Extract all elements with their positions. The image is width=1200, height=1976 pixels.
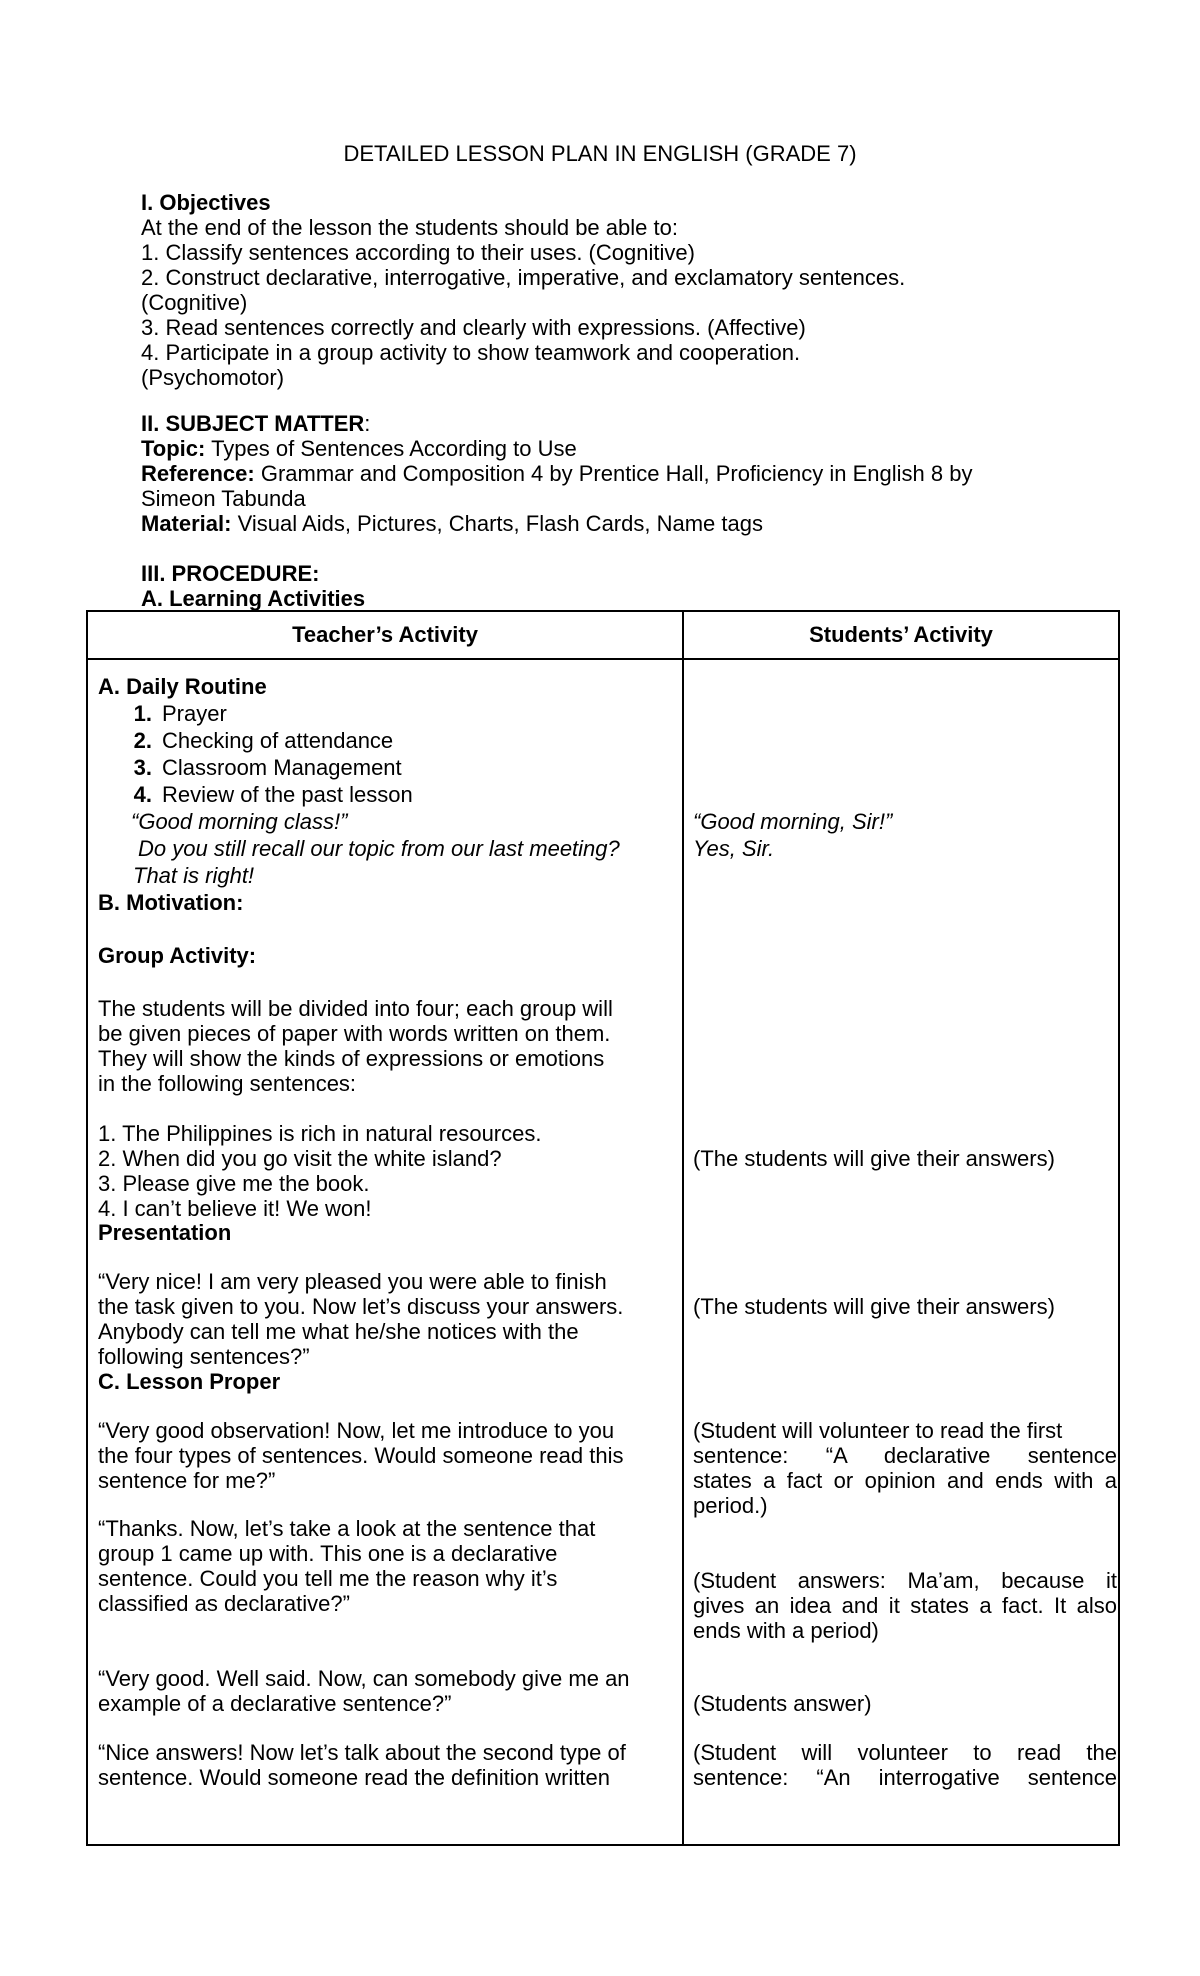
students-activity-header: Students’ Activity	[683, 611, 1119, 659]
objective-item: 2. Construct declarative, interrogative, imperative, and exclamatory sentences.	[141, 265, 906, 290]
lesson-proper-text-4: “Nice answers! Now let’s talk about the second type of sentence. Would someone read the definition written	[98, 1740, 626, 1790]
table-body-row	[87, 659, 1119, 1845]
motivation-heading: B. Motivation:	[98, 890, 244, 915]
sample-sentences	[98, 1121, 672, 1221]
page-title: DETAILED LESSON PLAN IN ENGLISH (GRADE 7)	[343, 141, 857, 166]
list-item: 1. Prayer	[133, 701, 227, 726]
list-item: 2. When did you go visit the white island?	[98, 1146, 502, 1171]
procedure-section	[141, 561, 1081, 611]
list-item: 4. I can’t believe it! We won!	[98, 1196, 372, 1221]
material-value: Visual Aids, Pictures, Charts, Flash Cards, Name tags	[237, 511, 763, 536]
teacher-greeting: “Good morning class!”	[131, 809, 348, 834]
students-answer-reason: (Student answers: Ma’am, because it gives an idea and it states a fact. It also ends with a period)	[693, 1568, 1117, 1643]
daily-routine-heading: A. Daily Routine	[98, 674, 267, 699]
list-item: 3. Please give me the book.	[98, 1171, 370, 1196]
students-yes: Yes, Sir.	[693, 836, 775, 861]
objectives-heading: I. Objectives	[141, 190, 271, 215]
topic-value: Types of Sentences According to Use	[211, 436, 577, 461]
topic-label: Topic:	[141, 436, 206, 461]
presentation-heading: Presentation	[98, 1220, 232, 1245]
objective-item: (Cognitive)	[141, 290, 248, 315]
teacher-recall-question: Do you still recall our topic from our last meeting?	[138, 836, 620, 861]
objective-item: 3. Read sentences correctly and clearly with expressions. (Affective)	[141, 315, 806, 340]
material-label: Material:	[141, 511, 232, 536]
lesson-proper-text-1: “Very good observation! Now, let me introduce to you the four types of sentences. Would someone read this sentence for me?”	[98, 1418, 624, 1493]
list-item: 4. Review of the past lesson	[133, 782, 413, 807]
group-activity-heading: Group Activity:	[98, 943, 257, 968]
objective-item: 4. Participate in a group activity to show teamwork and cooperation.	[141, 340, 801, 365]
subject-matter-colon: :	[364, 411, 371, 436]
learning-activities-heading: A. Learning Activities	[141, 586, 366, 611]
list-item: 1. The Philippines is rich in natural resources.	[98, 1121, 542, 1146]
list-item: 3. Classroom Management	[133, 755, 402, 780]
objectives-section	[141, 190, 1081, 390]
reference-value: Grammar and Composition 4 by Prentice Hall, Proficiency in English 8 by	[260, 461, 973, 486]
students-answers-2: (The students will give their answers)	[693, 1294, 1055, 1319]
students-answer: (Students answer)	[693, 1691, 872, 1716]
students-answers-1: (The students will give their answers)	[693, 1146, 1055, 1171]
group-activity-text: The students will be divided into four; each group will be given pieces of paper with words written on them. They will show the kinds of expressions or emotions in the following sentences:	[98, 996, 613, 1096]
students-volunteer-2: (Student will volunteer to read the sentence: “An interrogative sentence	[693, 1740, 1117, 1790]
reference-label: Reference:	[141, 461, 255, 486]
table-header-row	[87, 611, 1119, 659]
subject-matter-heading: II. SUBJECT MATTER	[141, 411, 365, 436]
objective-item: 1. Classify sentences according to their uses. (Cognitive)	[141, 240, 695, 265]
teacher-affirm: That is right!	[133, 863, 255, 888]
lesson-proper-text-3: “Very good. Well said. Now, can somebody give me an example of a declarative sentence?”	[98, 1666, 630, 1716]
subject-matter-section	[141, 411, 1081, 536]
students-activity-cell	[683, 659, 1119, 1845]
reference-value-cont: Simeon Tabunda	[141, 486, 306, 511]
objective-item: (Psychomotor)	[141, 365, 285, 390]
list-item: 2. Checking of attendance	[133, 728, 394, 753]
lesson-proper-text-2: “Thanks. Now, let’s take a look at the sentence that group 1 came up with. This one is a declarative sentence. Could you tell me the reason why it’s classified as declarative?”	[98, 1516, 596, 1616]
objectives-intro: At the end of the lesson the students should be able to:	[141, 215, 678, 240]
presentation-text: “Very nice! I am very pleased you were able to finish the task given to you. Now let’s discuss your answers. Anybody can tell me what he/she notices with the following sentences?”	[98, 1269, 624, 1369]
students-volunteer-1: (Student will volunteer to read the first sentence: “A declarative sentence states a fact or opinion and ends with a period.)	[693, 1418, 1117, 1518]
teacher-activity-cell	[87, 659, 683, 1845]
students-greeting: “Good morning, Sir!”	[693, 809, 893, 834]
teacher-activity-header: Teacher’s Activity	[87, 611, 683, 659]
lesson-proper-heading: C. Lesson Proper	[98, 1369, 281, 1394]
learning-activities-table	[86, 610, 1120, 1846]
procedure-heading: III. PROCEDURE:	[141, 561, 320, 586]
